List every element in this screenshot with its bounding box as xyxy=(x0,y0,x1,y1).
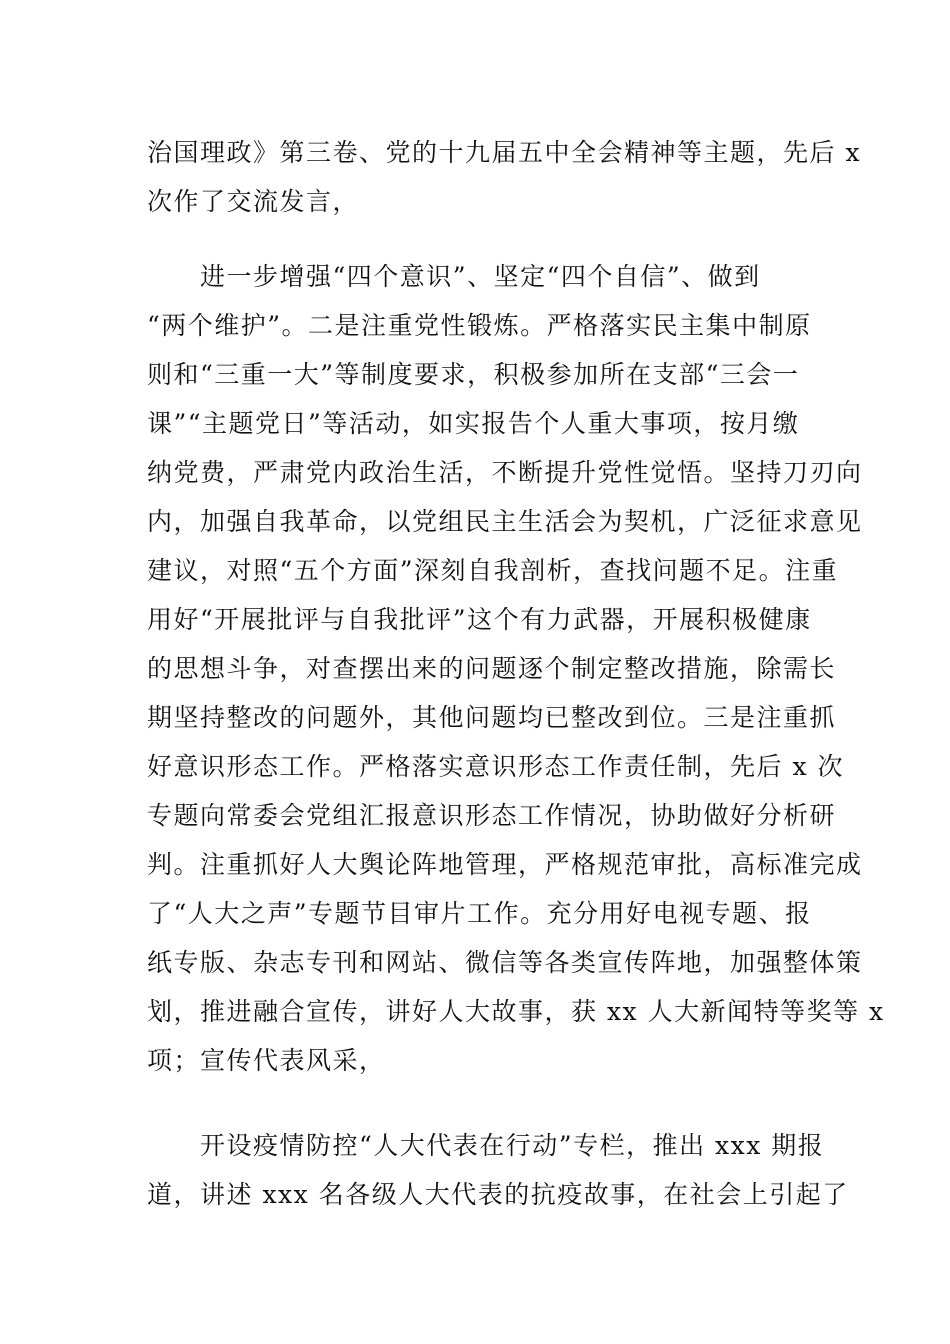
text-line: 治国理政》第三卷、党的十九届五中全会精神等主题，先后 x xyxy=(147,138,862,167)
text-line: 道，讲述 xxx 名各级人大代表的抗疫故事，在社会上引起了 xyxy=(147,1180,849,1209)
paragraph-1 xyxy=(147,128,862,226)
text-line: 开设疫情防控“人大代表在行动”专栏，推出 xxx 期报 xyxy=(147,1131,825,1160)
text-line: 则和“三重一大”等制度要求，积极参加所在支部“三会一 xyxy=(147,360,800,389)
text-line: 了“人大之声”专题节目审片工作。充分用好电视专题、报 xyxy=(147,899,812,928)
text-line: 用好“开展批评与自我批评”这个有力武器，开展积极健康 xyxy=(147,605,812,634)
text-line: 划，推进融合宣传，讲好人大故事，获 xx 人大新闻特等奖等 x xyxy=(147,997,885,1026)
text-line: 期坚持整改的问题外，其他问题均已整改到位。三是注重抓 xyxy=(147,703,837,732)
text-line: 纳党费，严肃党内政治生活，不断提升党性觉悟。坚持刀刃向 xyxy=(147,458,863,487)
text-line: 次作了交流发言， xyxy=(147,187,360,216)
paragraph-2 xyxy=(147,252,885,1085)
text-line: “两个维护”。二是注重党性锻炼。严格落实民主集中制原 xyxy=(147,311,812,340)
text-line: 纸专版、杂志专刊和网站、微信等各类宣传阵地，加强整体策 xyxy=(147,948,863,977)
text-line: 的思想斗争，对查摆出来的问题逐个制定整改措施，除需长 xyxy=(147,654,837,683)
text-line: 建议，对照“五个方面”深刻自我剖析，查找问题不足。注重 xyxy=(147,556,839,585)
text-line: 专题向常委会党组汇报意识形态工作情况，协助做好分析研 xyxy=(147,801,837,830)
text-line: 内，加强自我革命，以党组民主生活会为契机，广泛征求意见 xyxy=(147,507,863,536)
text-line: 好意识形态工作。严格落实意识形态工作责任制，先后 x 次 xyxy=(147,752,844,781)
paragraph-3 xyxy=(147,1121,849,1219)
text-line: 进一步增强“四个意识”、坚定“四个自信”、做到 xyxy=(147,262,761,291)
text-line: 判。注重抓好人大舆论阵地管理，严格规范审批，高标准完成 xyxy=(147,850,863,879)
text-line: 项；宣传代表风采， xyxy=(147,1046,386,1075)
text-line: 课”“主题党日”等活动，如实报告个人重大事项，按月缴 xyxy=(147,409,800,438)
